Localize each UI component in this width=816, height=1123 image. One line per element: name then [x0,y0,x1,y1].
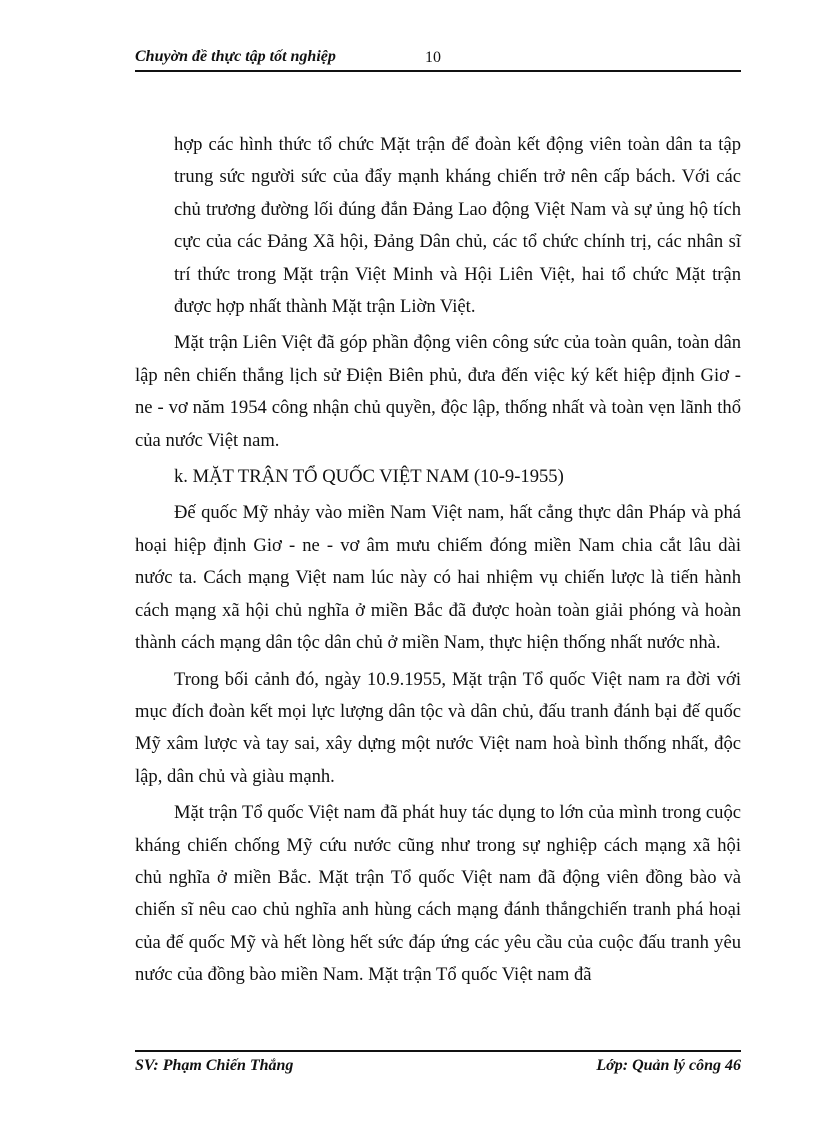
footer-class-name: Lớp: Quản lý công 46 [596,1057,741,1074]
paragraph-5: Mặt trận Tổ quốc Việt nam đã phát huy tác dụng to lớn của mình trong cuộc kháng chiến chống Mỹ cứu nước cũng như trong sự nghiệp cách mạng xã hội chủ nghĩa ở miền Bắc. Mặt trận Tổ quốc Việt nam đã động viên đồng bào và chiến sĩ nêu cao chủ nghĩa anh hùng cách mạng đánh thắngchiến tranh phá hoại của đế quốc Mỹ và hết lòng hết sức đáp ứng các yêu cầu của cuộc đấu tranh yêu nước của đồng bào miền Nam. Mặt trận Tổ quốc Việt nam đã [135,802,741,986]
page-header [135,48,741,72]
paragraph-4: Trong bối cảnh đó, ngày 10.9.1955, Mặt trận Tổ quốc Việt nam ra đời với mục đích đoàn kết mọi lực lượng dân tộc và dân chủ, đấu tranh đánh bại đế quốc Mỹ xâm lược và tay sai, xây dựng một nước Việt nam hoà bình thống nhất, độc lập, dân chủ và giàu mạnh. [135,668,741,787]
footer-student-name: SV: Phạm Chiến Thắng [135,1057,294,1074]
page-footer [135,1050,741,1080]
document-body [135,129,741,996]
page-number: 10 [425,49,441,66]
section-heading-k: k. MẶT TRẬN TỔ QUỐC VIỆT NAM (10-9-1955) [174,466,564,488]
paragraph-2: Mặt trận Liên Việt đã góp phần động viên công sức của toàn quân, toàn dân lập nên chiến thắng lịch sử Điện Biên phủ, đưa đến việc ký kết hiệp định Giơ - ne - vơ năm 1954 công nhận chủ quyền, độc lập, thống nhất và toàn vẹn lãnh thổ của nước Việt nam. [135,332,741,451]
paragraph-1: hợp các hình thức tổ chức Mặt trận để đoàn kết động viên toàn dân ta tập trung sức người sức của đẩy mạnh kháng chiến trở nên cấp bách. Với các chủ trương đường lối đúng đắn Đảng Lao động Việt Nam và sự ủng hộ tích cực của các Đảng Xã hội, Đảng Dân chủ, các tổ chức chính trị, các nhân sĩ trí thức trong Mặt trận Việt Minh và Hội Liên Việt, hai tổ chức Mặt trận được hợp nhất thành Mặt trận Liờn Việt. [174,134,741,318]
paragraph-3: Đế quốc Mỹ nhảy vào miền Nam Việt nam, hất cẳng thực dân Pháp và phá hoại hiệp định Giơ - ne - vơ âm mưu chiếm đóng miền Nam chia cắt lâu dài nước ta. Cách mạng Việt nam lúc này có hai nhiệm vụ chiến lược là tiến hành cách mạng xã hội chủ nghĩa ở miền Bắc đã được hoàn toàn giải phóng và hoàn thành cách mạng dân tộc dân chủ ở miền Nam, thực hiện thống nhất nước nhà. [135,502,741,654]
header-title: Chuyờn đề thực tập tốt nghiệp [135,48,336,65]
